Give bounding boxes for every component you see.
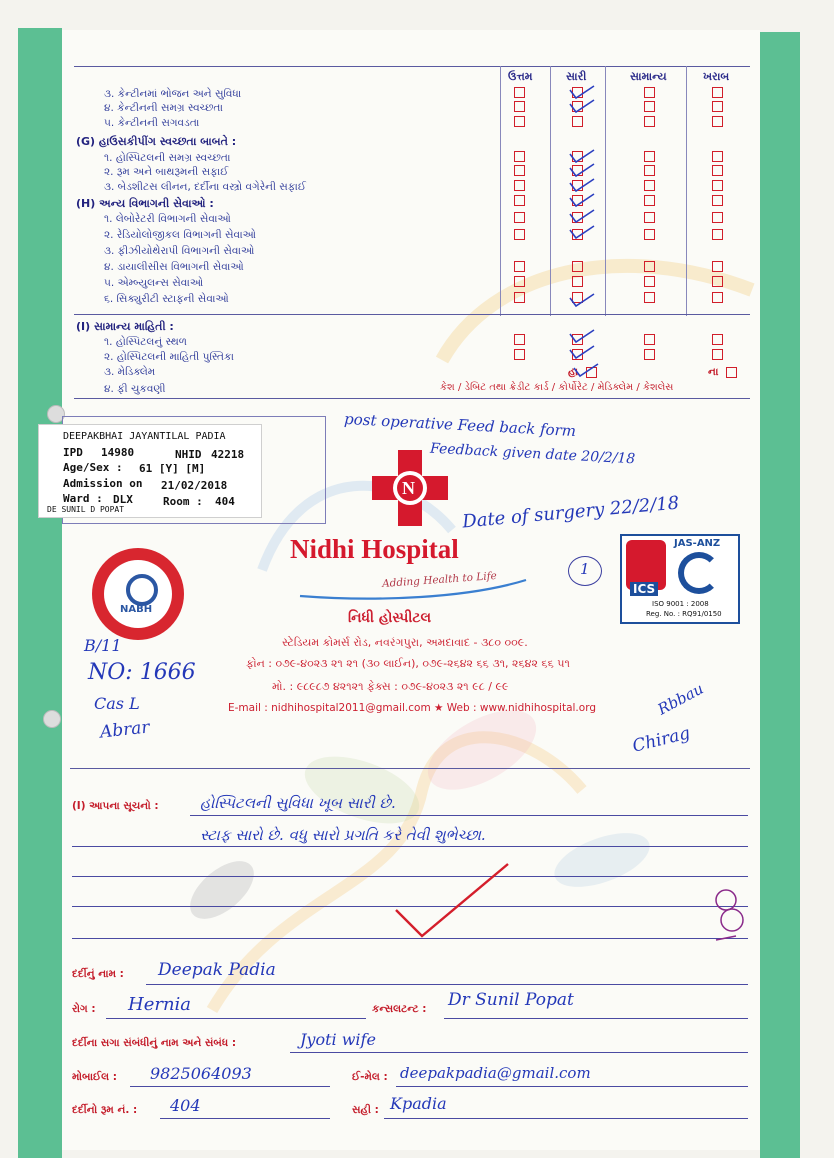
survey-item: ૨. હોસ્પિટલની માહિતી પુસ્તિકા xyxy=(104,351,234,363)
mobile-line xyxy=(130,1086,330,1087)
admission-label: Admission on xyxy=(63,477,143,490)
nabh-accreditation-seal xyxy=(92,548,184,640)
age-sex-value: 61 [Y] [M] xyxy=(139,462,206,475)
mediclaim-yes-label: હા xyxy=(568,366,579,378)
left-green-border xyxy=(18,28,62,1158)
red-check-mark xyxy=(392,860,512,940)
patient-name-label: દર્દીનું નામ : xyxy=(72,968,124,980)
survey-item: ૪. કેન્ટીનની સમગ્ર સ્વચ્છતા xyxy=(104,102,223,114)
disease-line xyxy=(106,1018,366,1019)
tagline-swoosh xyxy=(298,578,528,602)
section-divider xyxy=(70,768,750,769)
right-green-border xyxy=(760,32,800,1158)
suggestion-line xyxy=(72,846,748,847)
handwritten-surgery-date: Date of surgery 22/2/18 xyxy=(461,492,681,533)
column-divider xyxy=(686,66,687,316)
mediclaim-no-label: ના xyxy=(708,366,719,378)
column-divider xyxy=(550,66,551,316)
age-sex-label: Age/Sex : xyxy=(63,461,123,474)
nhid-label: NHID xyxy=(175,448,202,461)
survey-section-heading: (H) અન્ય વિભાગની સેવાઓ : xyxy=(76,197,214,210)
hospital-address: સ્ટેડિયમ કોમર્સ રોડ, નવરંગપુરા, અમદાવાદ - ૩૮૦ ૦૦૯. xyxy=(282,636,528,649)
survey-item: ૧. લેબોરેટરી વિભાગની સેવાઓ xyxy=(104,213,231,225)
ics-jasanz: JAS-ANZ xyxy=(674,538,721,549)
handwritten-circled-number-text: 1 xyxy=(580,560,590,578)
room-number-value[interactable]: 404 xyxy=(170,1096,201,1115)
signature-line xyxy=(384,1118,748,1119)
column-header-poor: ખરાબ xyxy=(703,70,730,83)
room-label: Room : xyxy=(163,495,203,508)
patient-name-value[interactable]: Deepak Padia xyxy=(158,960,276,980)
admission-value: 21/02/2018 xyxy=(161,479,228,492)
handwritten-tick-marks xyxy=(560,78,610,408)
handwritten-left-note: NO: 1666 xyxy=(88,660,196,685)
survey-item: ૧. હોસ્પિટલની સમગ્ર સ્વચ્છતા xyxy=(104,152,231,164)
room-value: 404 xyxy=(215,495,235,508)
ics-c-icon xyxy=(678,552,720,594)
handwritten-form-title: post operative Feed back form xyxy=(343,409,577,441)
suggestion-label: (I) આપના સૂચનો : xyxy=(72,800,159,812)
ipd-value: 14980 xyxy=(101,446,135,459)
doodle-mark xyxy=(706,880,750,950)
punch-hole-bottom xyxy=(43,710,61,728)
survey-item: ૩. બેડશીટસ લીનન, દર્દીના વસ્ત્રો વગેરેની સફાઈ xyxy=(104,181,306,193)
mediclaim-no-checkbox[interactable] xyxy=(726,367,737,378)
hospital-tagline: Adding Health to Life xyxy=(381,570,498,590)
survey-item: ૩. કેન્ટીનમાં ભોજન અને સુવિધા xyxy=(104,88,242,100)
nabh-emblem-icon xyxy=(126,574,158,606)
ics-text: ICS xyxy=(630,582,658,596)
survey-item: ૬. સિક્યુરીટી સ્ટાફની સેવાઓ xyxy=(104,293,229,305)
survey-item: ૨. રેડિયોલોજીકલ વિભાગની સેવાઓ xyxy=(104,229,257,241)
column-divider xyxy=(500,66,501,316)
survey-item: ૪. ડાયાલીસીસ વિભાગની સેવાઓ xyxy=(104,261,244,273)
section-divider xyxy=(74,398,750,399)
survey-item: ૪. ફી ચુકવણી xyxy=(104,383,166,395)
consultant-label: કન્સલટન્ટ : xyxy=(372,1003,427,1015)
handwritten-right-note: Rbbau xyxy=(654,679,707,719)
column-header-average: સામાન્ય xyxy=(630,70,667,83)
payment-modes: કેશ / ડેબિટ તથા ક્રેડીટ કાર્ડ / કોર્પોરેટ / મેડિક્લેમ / કેશલેસ xyxy=(440,382,674,393)
relative-label: દર્દીના સગા સંબંધીનું નામ અને સંબંધ : xyxy=(72,1037,237,1049)
section-divider xyxy=(74,314,750,315)
ics-certification-logo xyxy=(620,534,740,624)
ics-iso: ISO 9001 : 2008 xyxy=(652,600,709,608)
room-number-line xyxy=(160,1118,330,1119)
consultant-line xyxy=(444,1018,748,1019)
signature-label: સહી : xyxy=(352,1104,379,1116)
handwritten-left-note: Abrar xyxy=(99,717,151,743)
hospital-phone: ફોન : ૦૭૯-૪૦૨૩ ૨૧ ૨૧ (૩૦ લાઈન), ૦૭૯-૨૬૪૨ ૬૬ ૩૧, ૨૬૪૨ ૬૬ ૫૧ xyxy=(246,657,570,670)
relative-value[interactable]: Jyoti wife xyxy=(300,1030,376,1049)
suggestion-text-line1: હોસ્પિટલની સુવિધા ખૂબ સારી છે. xyxy=(200,794,396,812)
ward-label: Ward : xyxy=(63,492,103,505)
patient-label-sticker xyxy=(38,424,262,518)
mobile-value[interactable]: 9825064093 xyxy=(150,1064,252,1083)
hospital-logo-letter: N xyxy=(402,478,415,498)
disease-label: રોગ : xyxy=(72,1003,96,1015)
survey-item: ૩. ફીઝીયોથેરાપી વિભાગની સેવાઓ xyxy=(104,245,255,257)
survey-item: ૩. મેડિક્લેમ xyxy=(104,366,156,378)
doctor-name: DE SUNIL D POPAT xyxy=(47,505,125,514)
ipd-label: IPD xyxy=(63,446,83,459)
email-label: ઈ-મેલ : xyxy=(352,1071,388,1083)
patient-name-line xyxy=(146,984,748,985)
suggestion-text-line2: સ્ટાફ સારો છે. વધુ સારો પ્રગતિ કરે તેવી શુભેચ્છા. xyxy=(200,826,486,844)
table-top-rule xyxy=(74,66,750,67)
mobile-label: મોબાઈલ : xyxy=(72,1071,117,1083)
disease-value[interactable]: Hernia xyxy=(128,994,192,1015)
hospital-name: Nidhi Hospital xyxy=(290,534,459,564)
signature-value[interactable]: Kpadia xyxy=(390,1094,447,1113)
survey-item: ૫. એમ્બ્યુલન્સ સેવાઓ xyxy=(104,277,204,289)
email-value[interactable]: deepakpadia@gmail.com xyxy=(400,1064,591,1082)
survey-item: ૨. રૂમ અને બાથરૂમની સફાઈ xyxy=(104,166,229,178)
suggestion-line xyxy=(190,815,748,816)
handwritten-left-note: Cas L xyxy=(94,694,140,713)
hospital-email-web: E-mail : nidhihospital2011@gmail.com ★ Web : www.nidhihospital.org xyxy=(228,702,596,714)
column-header-excellent: ઉત્તમ xyxy=(508,70,533,83)
handwritten-left-note: B/11 xyxy=(84,636,122,655)
room-number-label: દર્દીનો રૂમ નં. : xyxy=(72,1104,138,1116)
email-line xyxy=(396,1086,748,1087)
survey-section-heading: (I) સામાન્ય માહિતી : xyxy=(76,320,174,333)
handwritten-feedback-date: Feedback given date 20/2/18 xyxy=(429,440,636,468)
hospital-name-gujarati: નિધી હોસ્પીટલ xyxy=(348,610,432,626)
patient-label-name: DEEPAKBHAI JAYANTILAL PADIA xyxy=(63,431,226,442)
ward-value: DLX xyxy=(113,493,133,506)
handwritten-right-note: Chirag xyxy=(630,723,693,757)
ics-reg: Reg. No. : RQ91/0150 xyxy=(646,610,722,618)
survey-item: ૧. હોસ્પિટલનું સ્થળ xyxy=(104,336,187,348)
survey-section-heading: (G) હાઉસકીપીંગ સ્વચ્છતા બાબતે : xyxy=(76,135,237,148)
nabh-text: NABH xyxy=(120,604,153,615)
consultant-value[interactable]: Dr Sunil Popat xyxy=(448,990,574,1010)
hospital-mobile-fax: મો. : ૯૮૯૮૭ ૪૨૧૨૧ ફેક્સ : ૦૭૯-૪૦૨૩ ૨૧ ૯૮ / ૯૯ xyxy=(272,680,509,693)
column-header-good: સારી xyxy=(566,70,587,83)
relative-line xyxy=(290,1052,748,1053)
survey-item: ૫. કેન્ટીનની સગવડતા xyxy=(104,117,200,129)
nhid-value: 42218 xyxy=(211,448,245,461)
